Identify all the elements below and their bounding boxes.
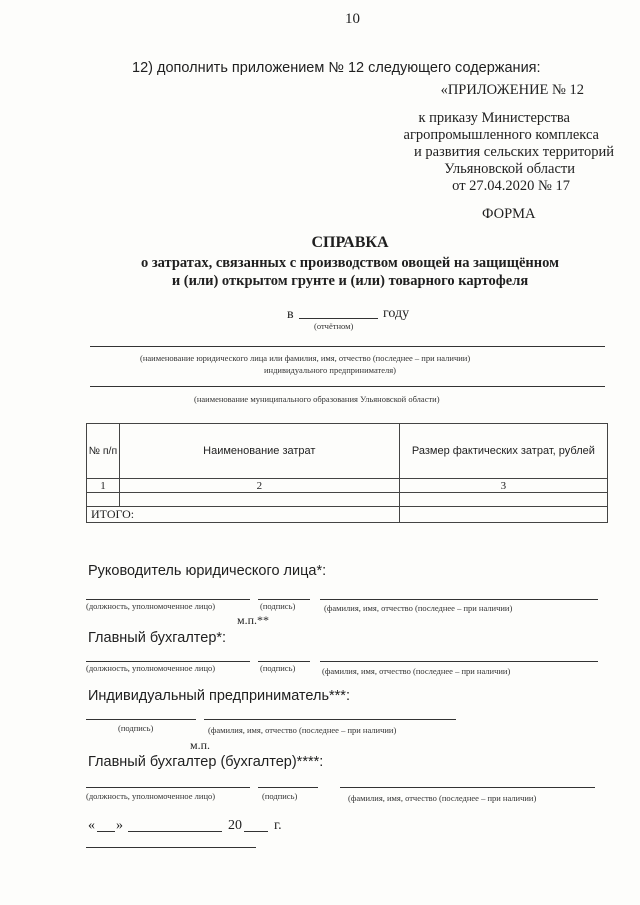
column-number-3: 3: [399, 479, 607, 493]
entity-hint-line-2: индивидуального предпринимателя): [264, 365, 396, 375]
table-cell[interactable]: [119, 493, 399, 507]
period-year-field[interactable]: [299, 318, 378, 319]
stamp-label: м.п.: [190, 738, 211, 752]
chief-accountant-signature-field[interactable]: [258, 787, 318, 788]
position-hint: (должность, уполномоченное лицо): [86, 791, 216, 801]
table-cell[interactable]: [399, 493, 607, 507]
bottom-rule: [86, 847, 256, 848]
entity-name-field[interactable]: [90, 346, 605, 347]
total-amount-cell[interactable]: [399, 507, 607, 523]
chief-accountant-name-field[interactable]: [340, 787, 595, 788]
document-title: СПРАВКА: [311, 234, 389, 251]
document-subtitle-line-1: о затратах, связанных с производством овощей на защищённом: [140, 255, 559, 271]
name-hint: (фамилия, имя, отчество (последнее – при наличии): [348, 793, 537, 803]
appendix-line-2: агропромышленного комплекса: [403, 127, 599, 143]
header-cost-name: Наименование затрат: [119, 424, 399, 479]
position-hint: (должность, уполномоченное лицо): [86, 663, 216, 673]
ie-signature-field[interactable]: [86, 719, 196, 720]
table-total-row: [87, 507, 608, 523]
date-year-suffix: г.: [274, 818, 282, 833]
name-hint: (фамилия, имя, отчество (последнее – при наличии): [322, 666, 511, 676]
head-position-field[interactable]: [86, 599, 250, 600]
ie-label: Индивидуальный предприниматель***:: [88, 688, 350, 704]
table-row: [87, 493, 608, 507]
costs-table: [86, 423, 608, 523]
date-day-field[interactable]: [97, 831, 115, 832]
column-number-2: 2: [119, 479, 399, 493]
intro-text: 12) дополнить приложением № 12 следующего содержания:: [132, 60, 541, 76]
head-label: Руководитель юридического лица*:: [88, 563, 327, 579]
ie-name-field[interactable]: [204, 719, 456, 720]
signature-hint: (подпись): [260, 663, 296, 673]
date-open-quote: «: [88, 818, 95, 833]
document-subtitle-line-2: и (или) открытом грунте и (или) товарного картофеля: [171, 273, 529, 289]
position-hint: (должность, уполномоченное лицо): [86, 601, 216, 611]
accountant-label: Главный бухгалтер*:: [88, 630, 227, 646]
municipality-hint: (наименование муниципального образования Ульяновской области): [194, 394, 440, 404]
accountant-position-field[interactable]: [86, 661, 250, 662]
period-suffix: году: [383, 306, 410, 321]
name-hint: (фамилия, имя, отчество (последнее – при наличии): [208, 725, 397, 735]
signature-hint: (подпись): [262, 791, 298, 801]
signature-hint: (подпись): [118, 723, 154, 733]
stamp-label: м.п.**: [237, 613, 270, 627]
date-year-prefix: 20: [228, 818, 242, 833]
page-number: 10: [345, 11, 360, 27]
signature-hint: (подпись): [260, 601, 296, 611]
accountant-name-field[interactable]: [320, 661, 598, 662]
municipality-field[interactable]: [90, 386, 605, 387]
appendix-title: «ПРИЛОЖЕНИЕ № 12: [440, 82, 584, 98]
header-number: № п/п: [87, 424, 120, 479]
date-month-field[interactable]: [128, 831, 222, 832]
chief-accountant-label: Главный бухгалтер (бухгалтер)****:: [88, 754, 324, 770]
table-number-row: [87, 479, 608, 493]
head-name-field[interactable]: [320, 599, 598, 600]
period-prefix: в: [287, 307, 294, 322]
name-hint: (фамилия, имя, отчество (последнее – при наличии): [324, 603, 513, 613]
appendix-line-4: Ульяновской области: [444, 161, 575, 177]
table-header-row: [87, 424, 608, 479]
column-number-1: 1: [87, 479, 120, 493]
date-close-quote: »: [116, 818, 123, 833]
appendix-line-1: к приказу Министерства: [418, 110, 570, 126]
appendix-line-3: и развития сельских территорий: [413, 144, 614, 160]
date-year-field[interactable]: [244, 831, 268, 832]
appendix-date-line: от 27.04.2020 № 17: [452, 178, 570, 194]
header-cost-amount: Размер фактических затрат, рублей: [399, 424, 607, 479]
period-hint: (отчётном): [314, 321, 354, 331]
table-cell[interactable]: [87, 493, 120, 507]
head-signature-field[interactable]: [258, 599, 310, 600]
entity-hint-line-1: (наименование юридического лица или фамилия, имя, отчество (последнее – при наличии): [140, 353, 471, 363]
chief-accountant-position-field[interactable]: [86, 787, 250, 788]
accountant-signature-field[interactable]: [258, 661, 310, 662]
form-label: ФОРМА: [482, 206, 536, 222]
total-label: ИТОГО:: [87, 507, 400, 523]
